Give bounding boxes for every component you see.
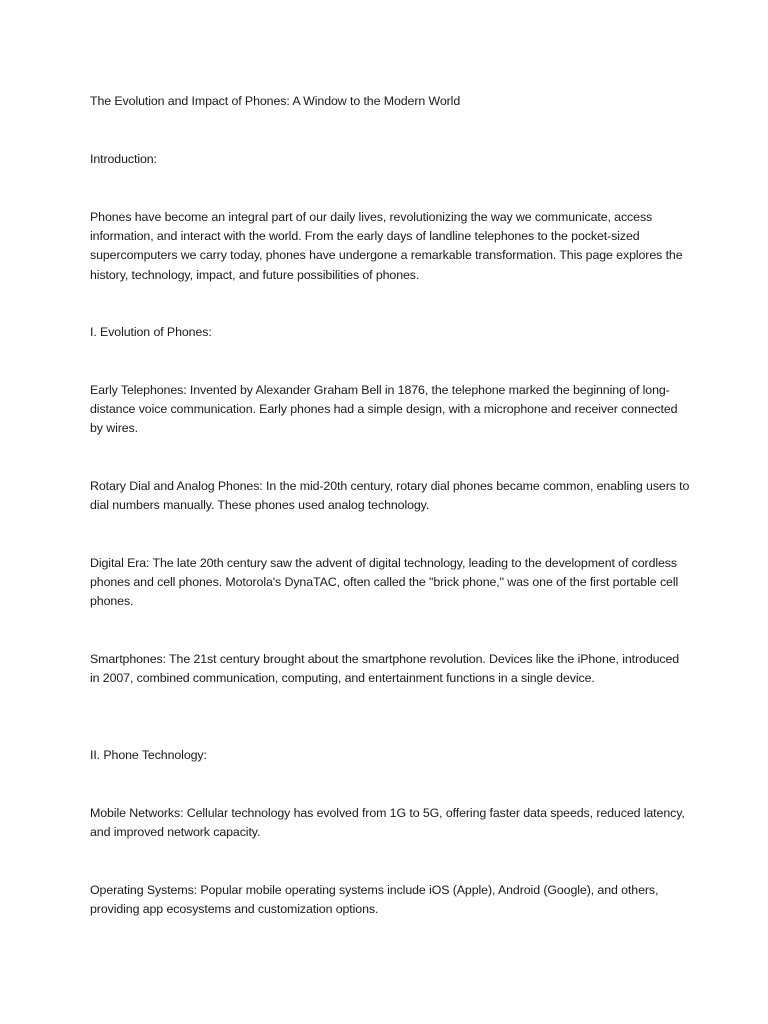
section-heading-evolution: I. Evolution of Phones: <box>90 325 212 339</box>
introduction-paragraph: Phones have become an integral part of our daily lives, revolutionizing the way we communicate, access information, and interact with the world. From the early days of landline telephones to the pocket-sized supercomputers we carry today, phones have undergone a remarkable transformation. This page explores the history, technology, impact, and future possibilities of phones. <box>90 210 683 282</box>
paragraph-mobile-networks: Mobile Networks: Cellular technology has evolved from 1G to 5G, offering faster data speeds, reduced latency, and improved network capacity. <box>90 806 685 840</box>
introduction-heading: Introduction: <box>90 152 157 166</box>
paragraph-operating-systems: Operating Systems: Popular mobile operating systems include iOS (Apple), Android (Google), and others, providing app ecosystems and customization options. <box>90 883 659 917</box>
paragraph-rotary-dial: Rotary Dial and Analog Phones: In the mid-20th century, rotary dial phones became common, enabling users to dial numbers manually. These phones used analog technology. <box>90 479 690 513</box>
paragraph-digital-era: Digital Era: The late 20th century saw the advent of digital technology, leading to the development of cordless phones and cell phones. Motorola's DynaTAC, often called the "brick phone," was one of the first portable cell phones. <box>90 556 679 609</box>
section-heading-technology: II. Phone Technology: <box>90 748 207 762</box>
paragraph-early-telephones: Early Telephones: Invented by Alexander Graham Bell in 1876, the telephone marked the beginning of long-distance voice communication. Early phones had a simple design, with a microphone and receiver connected by wires. <box>90 383 678 436</box>
document-title: The Evolution and Impact of Phones: A Window to the Modern World <box>90 94 461 108</box>
paragraph-smartphones: Smartphones: The 21st century brought about the smartphone revolution. Devices like the iPhone, introduced in 2007, combined communication, computing, and entertainment functions in a single device. <box>90 652 680 686</box>
